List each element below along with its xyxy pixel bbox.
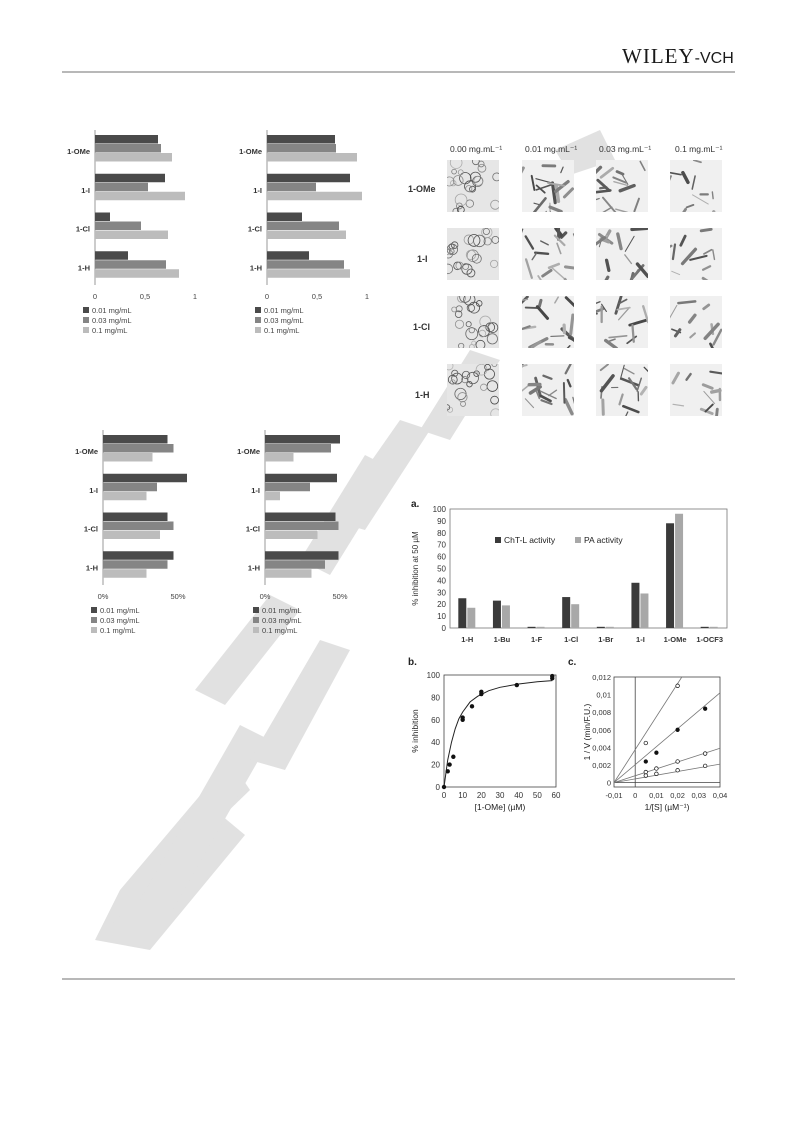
- y-axis-label: % inhibition at 50 µM: [411, 531, 420, 606]
- micrograph-row-label: 1-Cl: [413, 322, 431, 332]
- data-point: [655, 767, 659, 771]
- bar: [597, 627, 605, 628]
- bar: [267, 213, 302, 222]
- bar: [103, 522, 174, 531]
- footer-rule: [62, 978, 735, 980]
- data-point: [644, 770, 648, 774]
- tick-label: 1: [364, 292, 370, 301]
- bar: [701, 627, 709, 628]
- data-point: [676, 684, 680, 688]
- tick-label: 0,008: [592, 708, 611, 718]
- cell-shape: [712, 390, 720, 392]
- bar: [267, 174, 350, 183]
- bar: [640, 593, 648, 628]
- tick-label: 0,01: [596, 690, 611, 700]
- bar: [265, 560, 325, 569]
- category-label: 1-Cl: [247, 224, 262, 234]
- publisher-suffix: -VCH: [694, 50, 734, 67]
- micrograph-image: [447, 364, 499, 416]
- micrograph-image: [670, 228, 722, 280]
- micrograph-col-label: 0.00 mg.mL⁻¹: [450, 144, 503, 154]
- bar: [95, 231, 168, 240]
- data-point: [447, 762, 451, 766]
- tick-label: 0: [264, 292, 270, 301]
- tick-label: 90: [437, 516, 446, 526]
- legend-label: 0.01 mg/mL: [264, 306, 304, 315]
- hbar-chart-3: [58, 425, 228, 640]
- inhibition-bar-chart: [405, 495, 735, 655]
- tick-label: 40: [437, 576, 446, 586]
- cell-shape: [716, 409, 717, 416]
- bar: [265, 435, 340, 444]
- bar: [103, 474, 187, 483]
- data-point: [451, 755, 455, 759]
- tick-label: 50: [437, 564, 446, 574]
- plot-frame: [450, 509, 727, 628]
- x-axis-label: 1/[S] (µM⁻¹): [644, 802, 690, 812]
- data-point: [460, 715, 464, 719]
- category-label: 1-Cl: [75, 224, 90, 234]
- micrograph-row-label: 1-I: [417, 254, 428, 264]
- bar: [675, 514, 683, 628]
- tick-label: 40: [431, 738, 440, 748]
- bar: [562, 597, 570, 628]
- data-point: [676, 768, 680, 772]
- data-point: [703, 707, 707, 711]
- legend-swatch: [575, 537, 581, 543]
- legend-swatch: [83, 307, 89, 313]
- tick-label: 0,01: [649, 791, 664, 800]
- category-label: 1-H: [461, 635, 474, 644]
- bar: [265, 453, 294, 462]
- bar: [265, 522, 339, 531]
- tick-label: 30: [437, 588, 446, 598]
- data-point: [470, 704, 474, 708]
- tick-label: 50: [532, 791, 542, 800]
- bar: [103, 453, 153, 462]
- micrograph-image: [447, 296, 499, 348]
- cell-shape: [712, 192, 713, 199]
- data-point: [515, 683, 519, 687]
- plot-frame: [614, 677, 720, 787]
- cell-shape: [678, 301, 695, 303]
- bar: [710, 627, 718, 628]
- tick-label: 20: [476, 791, 486, 800]
- tick-label: 0,004: [592, 743, 611, 753]
- bar: [265, 474, 337, 483]
- data-point: [446, 769, 450, 773]
- data-point: [655, 772, 659, 776]
- micrograph-row-label: 1-H: [415, 390, 430, 400]
- legend-label: 0.01 mg/mL: [92, 306, 132, 315]
- bar: [606, 627, 614, 628]
- bar: [267, 183, 316, 192]
- data-point: [644, 760, 648, 764]
- bar: [631, 583, 639, 628]
- data-point: [644, 774, 648, 778]
- bar: [103, 551, 174, 560]
- legend-label: PA activity: [584, 535, 623, 545]
- tick-label: 60: [437, 552, 446, 562]
- legend-label: 0.03 mg/mL: [262, 616, 302, 625]
- legend-swatch: [255, 327, 261, 333]
- tick-label: 50%: [170, 592, 186, 601]
- category-label: 1-H: [85, 563, 98, 573]
- legend-label: 0.1 mg/mL: [100, 626, 136, 635]
- micrograph-image: [596, 160, 648, 212]
- hbar-chart-1: [50, 125, 220, 340]
- category-label: 1-Cl: [564, 635, 579, 644]
- bar: [267, 144, 336, 153]
- tick-label: 0: [92, 292, 98, 301]
- legend-swatch: [91, 617, 97, 623]
- bar: [267, 135, 335, 144]
- bar: [95, 251, 128, 260]
- bar: [502, 605, 510, 628]
- tick-label: 0,5: [311, 292, 323, 301]
- bar: [95, 153, 172, 162]
- bar: [265, 492, 280, 501]
- cell-shape: [632, 228, 647, 229]
- category-label: 1-Bu: [493, 635, 511, 644]
- micrograph-bg: [670, 160, 722, 212]
- legend-label: 0.01 mg/mL: [262, 606, 302, 615]
- bar: [95, 144, 161, 153]
- category-label: 1-OMe: [237, 447, 260, 456]
- legend-swatch: [255, 317, 261, 323]
- tick-label: 0%: [97, 592, 109, 601]
- category-label: 1-I: [89, 485, 98, 495]
- category-label: 1-I: [251, 485, 260, 495]
- bar: [467, 608, 475, 628]
- category-label: 1-OMe: [239, 147, 262, 156]
- watermark-stroke: [250, 640, 350, 770]
- bar: [537, 627, 545, 628]
- bar: [265, 531, 318, 540]
- data-point: [703, 752, 707, 756]
- micrograph-image: [522, 228, 574, 280]
- legend-swatch: [83, 327, 89, 333]
- legend-label: 0.1 mg/mL: [264, 326, 300, 335]
- tick-label: 50%: [332, 592, 348, 601]
- legend-swatch: [253, 617, 259, 623]
- tick-label: 0: [441, 624, 446, 633]
- legend-label: 0.1 mg/mL: [92, 326, 128, 335]
- micrograph-image: [670, 160, 722, 212]
- bar: [267, 153, 357, 162]
- legend-label: 0.03 mg/mL: [92, 316, 132, 325]
- cell-shape: [535, 253, 548, 254]
- micrograph-image: [522, 160, 574, 212]
- tick-label: 0,5: [139, 292, 151, 301]
- watermark-stroke: [140, 725, 270, 915]
- micrograph-col-label: 0.01 mg.mL⁻¹: [525, 144, 578, 154]
- legend-swatch: [253, 607, 259, 613]
- category-label: 1-H: [77, 263, 90, 273]
- bar: [103, 560, 168, 569]
- bar: [666, 523, 674, 628]
- category-label: 1-H: [247, 563, 260, 573]
- publisher-name: WILEY: [622, 44, 695, 68]
- bar: [103, 435, 168, 444]
- panel-label-c: c.: [568, 657, 577, 668]
- bar: [265, 483, 310, 492]
- bar: [267, 231, 346, 240]
- y-axis-label: 1 / V (min/F.U.): [582, 703, 592, 761]
- bar: [95, 222, 141, 231]
- micrograph-col-label: 0.1 mg.mL⁻¹: [675, 144, 723, 154]
- bar: [103, 513, 168, 522]
- x-axis-label: [1-OMe] (µM): [474, 802, 526, 812]
- data-point: [676, 760, 680, 764]
- micrograph-image: [522, 296, 574, 348]
- tick-label: 0,012: [592, 673, 611, 682]
- legend-swatch: [91, 627, 97, 633]
- data-point: [479, 690, 483, 694]
- micrograph-bg: [447, 364, 499, 416]
- legend-swatch: [83, 317, 89, 323]
- tick-label: 40: [514, 791, 524, 800]
- bar: [265, 569, 312, 578]
- bar: [571, 604, 579, 628]
- regression-line: [614, 693, 720, 783]
- tick-label: 0: [435, 783, 440, 792]
- tick-label: 0%: [259, 592, 271, 601]
- legend-label: 0.03 mg/mL: [100, 616, 140, 625]
- tick-label: 80: [437, 528, 446, 538]
- category-label: 1-OMe: [663, 635, 687, 644]
- header-rule: [62, 71, 735, 73]
- bar: [267, 260, 344, 269]
- tick-label: 0,02: [670, 791, 685, 800]
- y-axis-label: % inhibition: [410, 709, 420, 753]
- data-point: [442, 785, 446, 789]
- tick-label: 100: [426, 671, 440, 680]
- tick-label: 60: [431, 715, 440, 725]
- category-label: 1-Cl: [245, 524, 260, 534]
- category-label: 1-Cl: [83, 524, 98, 534]
- fit-curve: [444, 681, 552, 787]
- tick-label: 1: [192, 292, 198, 301]
- micrograph-image: [596, 228, 648, 280]
- category-label: 1-OCF3: [696, 635, 724, 644]
- micrograph-image: [447, 160, 499, 212]
- cell-shape: [539, 300, 541, 306]
- micrograph-image: [670, 364, 722, 416]
- bar: [265, 513, 336, 522]
- micrograph-grid: [405, 140, 735, 420]
- data-point: [644, 741, 648, 745]
- bar: [103, 444, 174, 453]
- cell-shape: [571, 315, 573, 334]
- bar: [95, 135, 158, 144]
- tick-label: 10: [458, 791, 468, 800]
- category-label: 1-OMe: [67, 147, 90, 156]
- hbar-chart-2: [222, 125, 392, 340]
- regression-line: [614, 677, 682, 783]
- category-label: 1-I: [81, 185, 90, 195]
- hbar-chart-4: [220, 425, 390, 640]
- bar: [95, 192, 185, 201]
- bar: [493, 601, 501, 628]
- data-point: [550, 674, 554, 678]
- cell-shape: [565, 267, 574, 269]
- cell-shape: [564, 383, 565, 403]
- tick-label: 0,04: [712, 791, 728, 800]
- bar: [458, 598, 466, 628]
- tick-label: 70: [437, 540, 446, 550]
- cell-shape: [632, 325, 633, 342]
- bar: [95, 174, 165, 183]
- legend-swatch: [255, 307, 261, 313]
- legend-swatch: [495, 537, 501, 543]
- tick-label: 30: [495, 791, 505, 800]
- category-label: 1-OMe: [75, 447, 98, 456]
- bar: [267, 192, 362, 201]
- data-point: [676, 728, 680, 732]
- publisher-logo: [622, 44, 734, 69]
- legend-swatch: [91, 607, 97, 613]
- tick-label: 60: [551, 791, 561, 800]
- bar: [103, 492, 147, 501]
- tick-label: 0: [441, 791, 447, 800]
- bar: [103, 483, 157, 492]
- legend-swatch: [253, 627, 259, 633]
- bar: [95, 260, 166, 269]
- cell-shape: [607, 260, 609, 270]
- tick-label: 0,006: [592, 725, 611, 735]
- tick-label: 100: [432, 505, 446, 514]
- tick-label: 10: [437, 612, 446, 622]
- bar: [103, 569, 147, 578]
- bar: [267, 269, 350, 278]
- micrograph-col-label: 0.03 mg.mL⁻¹: [599, 144, 652, 154]
- tick-label: 20: [431, 760, 440, 770]
- plot-frame: [444, 675, 556, 787]
- tick-label: -0,01: [605, 791, 623, 800]
- legend-label: 0.1 mg/mL: [262, 626, 298, 635]
- data-point: [655, 751, 659, 755]
- bar: [95, 213, 110, 222]
- tick-label: 0: [633, 791, 638, 800]
- bar: [267, 251, 309, 260]
- micrograph-image: [522, 364, 574, 416]
- micrograph-image: [596, 364, 648, 416]
- bar: [528, 627, 536, 628]
- tick-label: 20: [437, 600, 446, 610]
- micrograph-row-label: 1-OMe: [408, 184, 436, 194]
- legend-label: ChT-L activity: [504, 535, 556, 545]
- bar: [95, 269, 179, 278]
- panel-label-b: b.: [408, 657, 417, 668]
- category-label: 1-I: [253, 185, 262, 195]
- legend-label: 0.01 mg/mL: [100, 606, 140, 615]
- micrograph-image: [596, 296, 648, 348]
- dose-response-chart: [408, 655, 568, 825]
- category-label: 1-Br: [598, 635, 614, 644]
- data-point: [703, 764, 707, 768]
- tick-label: 0,03: [691, 791, 707, 800]
- bar: [265, 444, 331, 453]
- bar: [103, 531, 160, 540]
- bar: [267, 222, 339, 231]
- category-label: 1-H: [249, 263, 262, 273]
- bar: [265, 551, 339, 560]
- legend-label: 0.03 mg/mL: [264, 316, 304, 325]
- category-label: 1-I: [636, 635, 645, 644]
- micrograph-bg: [522, 296, 574, 348]
- category-label: 1-F: [530, 635, 543, 644]
- cell-shape: [701, 229, 711, 231]
- lineweaver-burk-chart: [562, 655, 740, 825]
- micrograph-image: [670, 296, 722, 348]
- tick-label: 0: [606, 778, 611, 788]
- bar: [95, 183, 148, 192]
- panel-label-a: a.: [411, 499, 420, 510]
- tick-label: 80: [431, 693, 440, 703]
- tick-label: 0,002: [592, 761, 611, 770]
- micrograph-image: [447, 228, 499, 280]
